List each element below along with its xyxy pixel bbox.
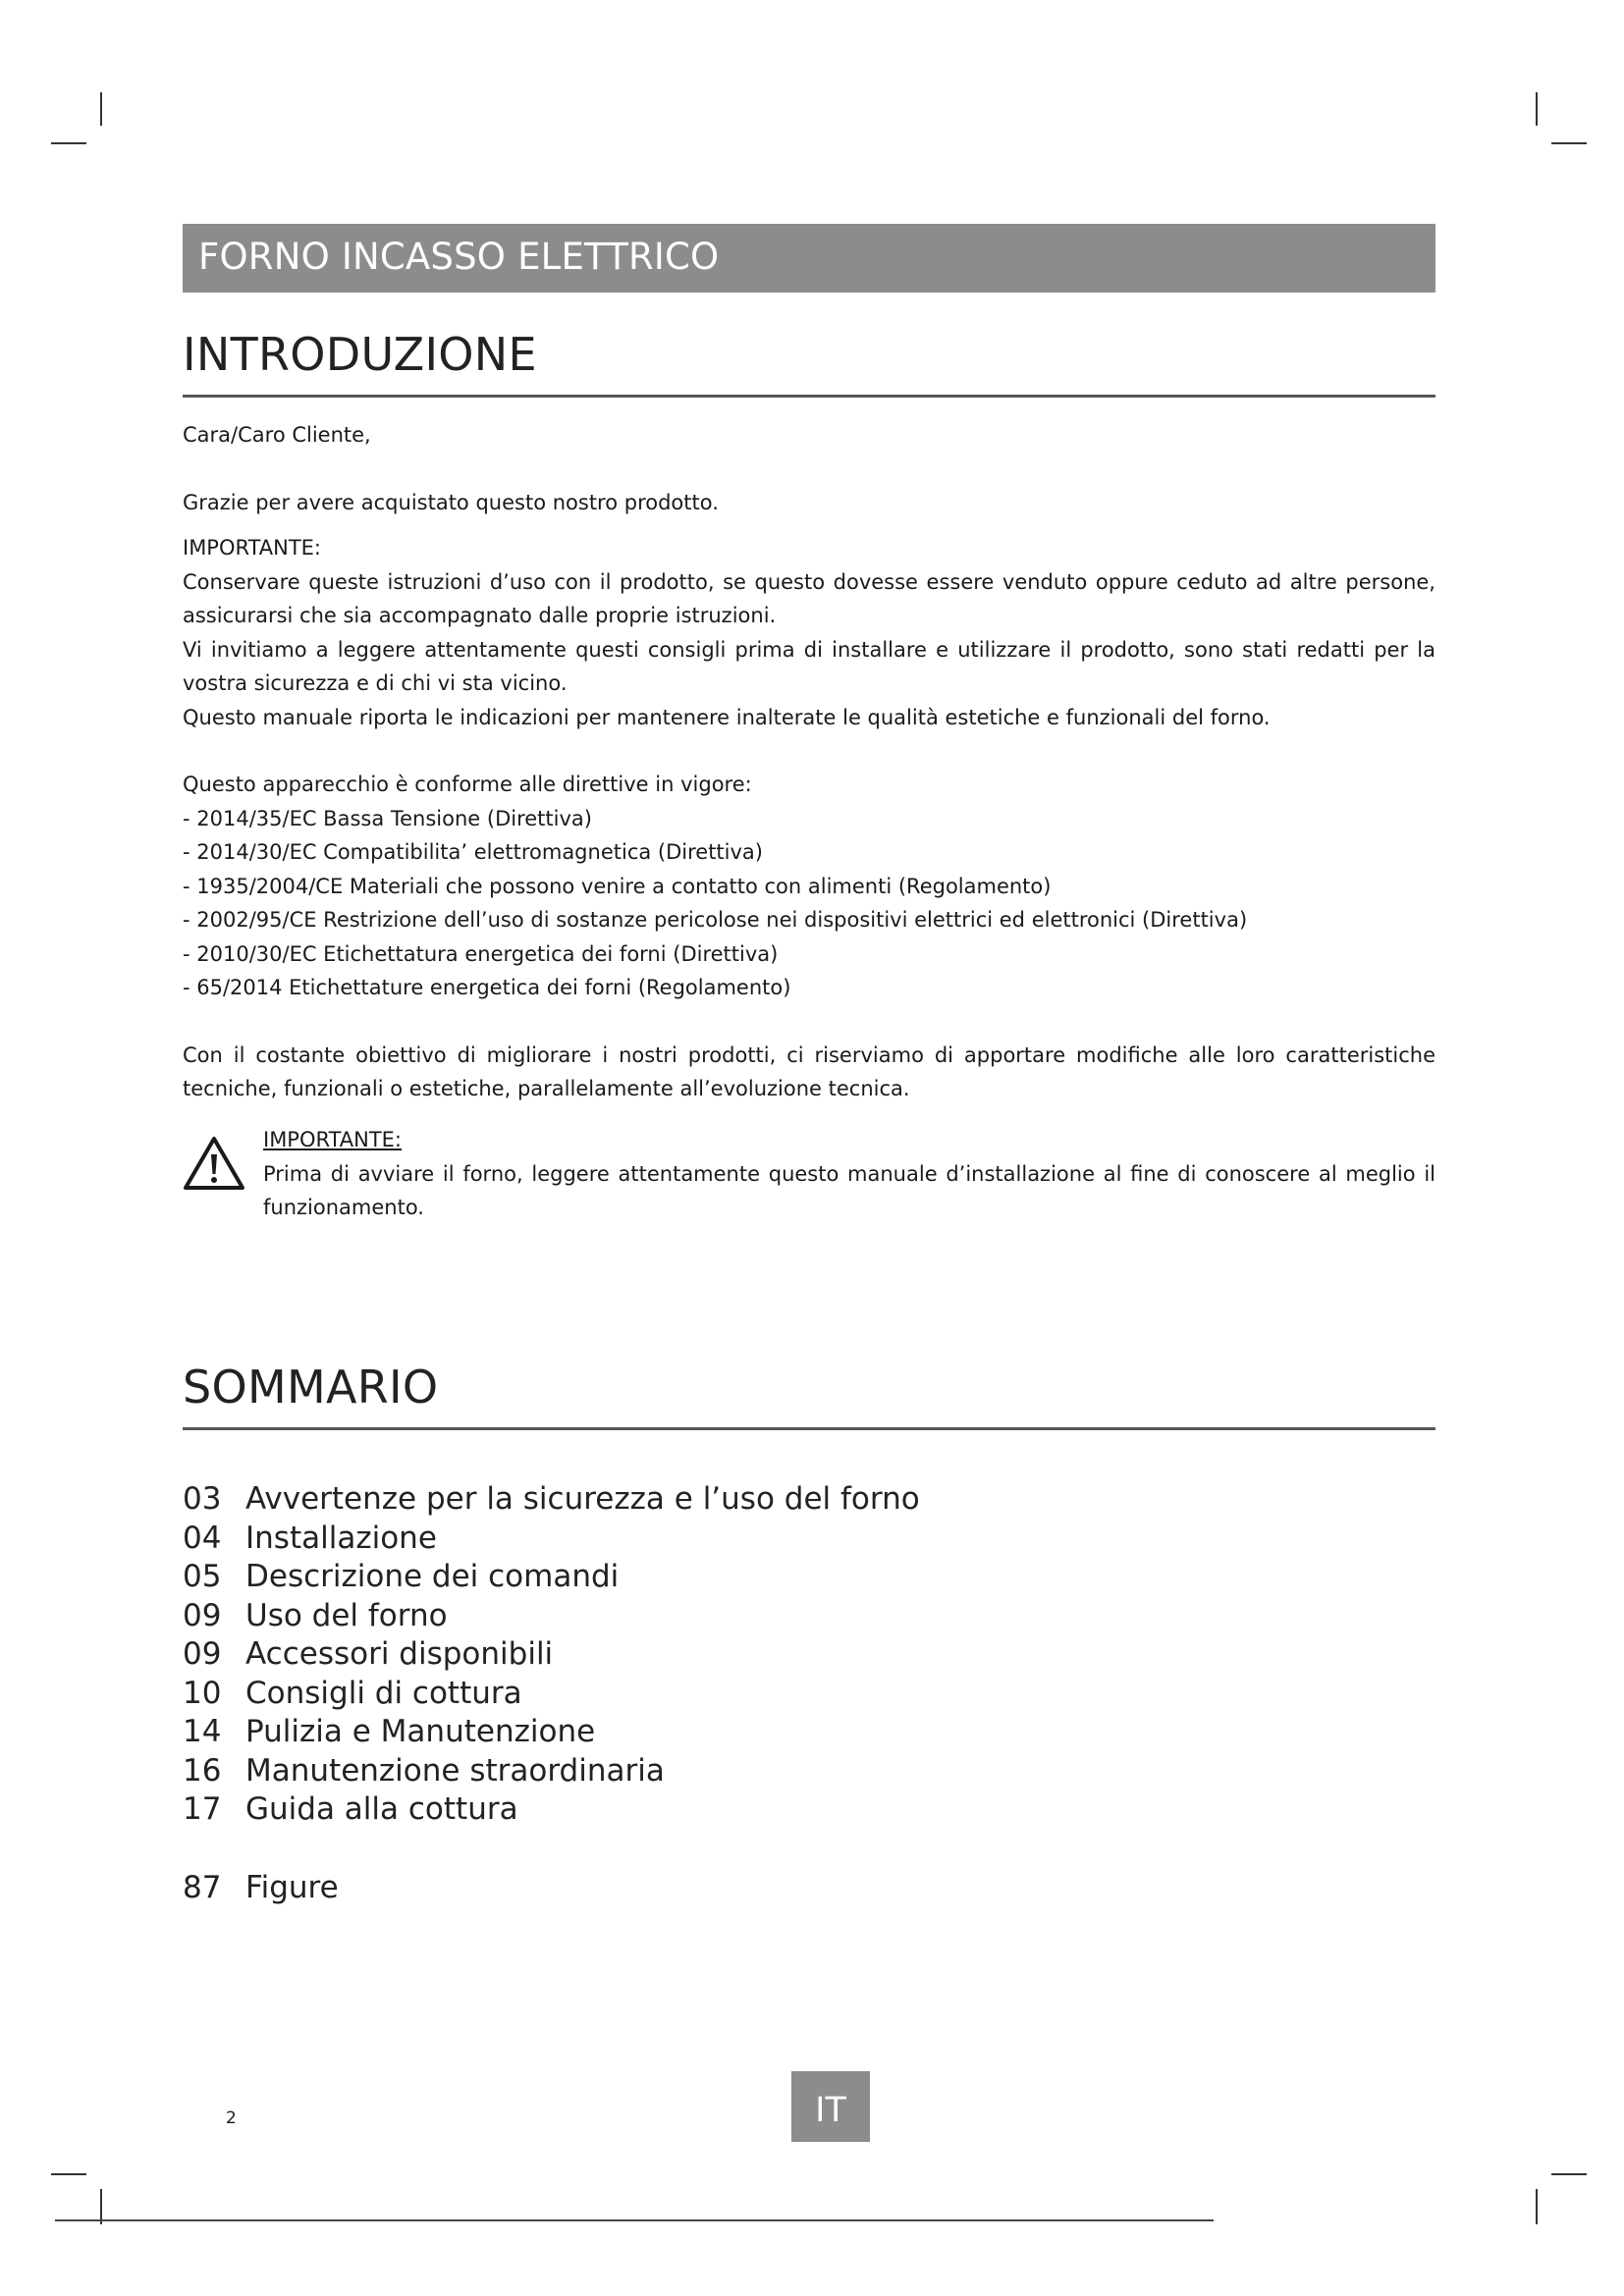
toc-label: Uso del forno <box>245 1597 448 1633</box>
toc-page: 04 <box>183 1520 222 1556</box>
directives-intro: Questo apparecchio è conforme alle direttive in vigore: <box>183 773 752 796</box>
thanks-text: Grazie per avere acquistato questo nostro prodotto. <box>183 490 719 514</box>
directive-item: - 65/2014 Etichettature energetica dei forni (Regolamento) <box>183 976 791 999</box>
toc-page: 09 <box>183 1597 222 1633</box>
directive-item: - 2010/30/EC Etichettatura energetica dei forni (Direttiva) <box>183 941 779 966</box>
toc-label: Guida alla cottura <box>245 1791 518 1827</box>
language-badge: IT <box>791 2071 870 2142</box>
intro-rule <box>183 395 1435 398</box>
toc-page: 03 <box>183 1481 222 1517</box>
intro-title: INTRODUZIONE <box>183 328 537 381</box>
toc-label: Manutenzione straordinaria <box>245 1752 665 1789</box>
directive-item: - 2014/30/EC Compatibilita’ elettromagnetica (Direttiva) <box>183 840 763 864</box>
toc-label: Pulizia e Manutenzione <box>245 1714 596 1749</box>
directive-item: - 1935/2004/CE Materiali che possono venire a contatto con alimenti (Regolamento) <box>183 874 1052 898</box>
summary-title: SOMMARIO <box>183 1361 439 1414</box>
greeting: Cara/Caro Cliente, <box>183 423 371 447</box>
crop-mark <box>51 2173 86 2175</box>
toc-item[interactable] <box>183 1790 920 1830</box>
toc-label: Descrizione dei comandi <box>245 1559 620 1594</box>
closing-text: Con il costante obiettivo di migliorare i nostri prodotti, ci riserviamo di apportare modifiche alle loro caratteristiche tecniche, funzionali o estetiche, parallelamente all’evoluzione tecnica. <box>183 1042 1435 1100</box>
warning-title: IMPORTANTE: <box>263 1128 403 1151</box>
warning-triangle-icon <box>183 1135 245 1192</box>
toc-item[interactable] <box>183 1520 920 1559</box>
toc-item[interactable] <box>183 1597 920 1636</box>
toc-label: Accessori disponibili <box>245 1636 554 1672</box>
header-band <box>183 224 1435 293</box>
bottom-line <box>55 2219 1214 2221</box>
toc-item[interactable] <box>183 1869 920 1908</box>
toc-page: 09 <box>183 1636 222 1672</box>
intro-body <box>183 418 1435 1106</box>
toc-item[interactable] <box>183 1675 920 1714</box>
summary-rule <box>183 1427 1435 1430</box>
directive-item: - 2002/95/CE Restrizione dell’uso di sostanze pericolose nei dispositivi elettrici ed elettronici (Direttiva) <box>183 908 1248 932</box>
toc-item[interactable] <box>183 1752 920 1791</box>
intro-paragraph: Vi invitiamo a leggere attentamente questi consigli prima di installare e utilizzare il prodotto, sono stati redatti per la vostra sicurezza e di chi vi sta vicino. <box>183 637 1435 695</box>
crop-mark <box>1536 92 1538 126</box>
toc-item[interactable] <box>183 1713 920 1752</box>
warning-text: Prima di avviare il forno, leggere attentamente questo manuale d’installazione al fine di conoscere al meglio il funzionamento. <box>263 1161 1435 1219</box>
toc-label: Installazione <box>245 1520 437 1556</box>
toc-label: Avvertenze per la sicurezza e l’uso del forno <box>245 1481 920 1517</box>
toc-page: 10 <box>183 1675 222 1711</box>
toc-page: 14 <box>183 1714 222 1749</box>
toc-label: Consigli di cottura <box>245 1675 522 1711</box>
toc-item[interactable] <box>183 1635 920 1675</box>
directive-item: - 2014/35/EC Bassa Tensione (Direttiva) <box>183 806 592 830</box>
crop-mark <box>51 142 86 144</box>
toc-page: 17 <box>183 1791 222 1827</box>
intro-paragraph: Conservare queste istruzioni d’uso con il prodotto, se questo dovesse essere venduto oppure ceduto ad altre persone, assicurarsi che sia accompagnato dalle proprie istruzioni. <box>183 569 1435 627</box>
toc-item[interactable] <box>183 1558 920 1597</box>
table-of-contents <box>183 1480 920 1907</box>
crop-mark <box>1551 142 1587 144</box>
page-number: 2 <box>226 2109 237 2128</box>
crop-mark <box>100 92 102 126</box>
important-label: IMPORTANTE: <box>183 536 322 560</box>
toc-page: 05 <box>183 1559 222 1594</box>
intro-paragraph: Questo manuale riporta le indicazioni per mantenere inalterate le qualità estetiche e funzionali del forno. <box>183 705 1271 729</box>
crop-mark <box>1536 2189 1538 2224</box>
header-band-title: FORNO INCASSO ELETTRICO <box>198 236 720 278</box>
toc-page: 16 <box>183 1752 222 1789</box>
toc-page: 87 <box>183 1869 222 1905</box>
toc-label: Figure <box>245 1869 339 1905</box>
crop-mark <box>1551 2173 1587 2175</box>
toc-item[interactable] <box>183 1480 920 1520</box>
